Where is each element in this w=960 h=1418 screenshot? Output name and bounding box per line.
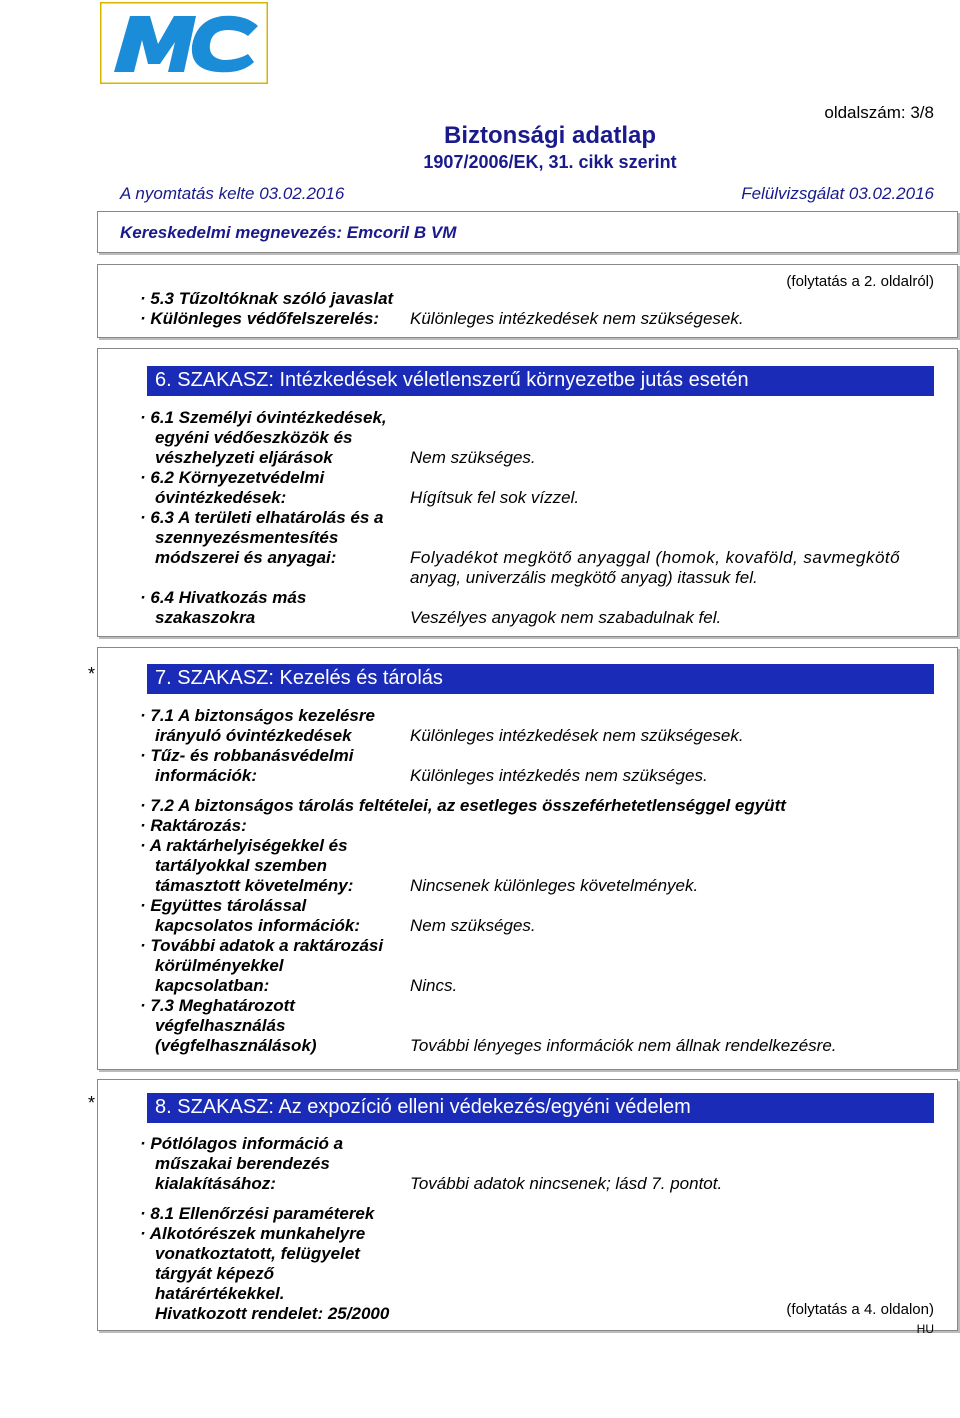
- sec7-h3: (végfelhasználások): [155, 1036, 317, 1055]
- continued-to: (folytatás a 4. oldalon): [786, 1301, 934, 1318]
- sec6-b2: óvintézkedések:: [155, 488, 287, 507]
- sec8-b1: · 8.1 Ellenőrzési paraméterek: [140, 1204, 375, 1223]
- section-7-heading: 7. SZAKASZ: Kezelés és tárolás: [155, 667, 443, 689]
- page-number: oldalszám: 3/8: [824, 103, 934, 122]
- continued-from: (folytatás a 2. oldalról): [786, 273, 934, 290]
- sec6-a-value: Nem szükséges.: [410, 448, 536, 467]
- sec7-change-marker: *: [88, 664, 96, 684]
- sec7-d1: · Raktározás:: [140, 816, 247, 835]
- sec7-f1: · Együttes tárolással: [140, 896, 307, 915]
- sec7-a-value: Különleges intézkedések nem szükségesek.: [410, 726, 744, 745]
- sec7-e1: · A raktárhelyiségekkel és: [140, 836, 348, 855]
- section-6-heading-bar: [147, 366, 934, 396]
- sec8-a1: · Pótlólagos információ a: [140, 1134, 344, 1153]
- sec5-label: · Különleges védőfelszerelés:: [140, 309, 380, 328]
- sec7-f-value: Nem szükséges.: [410, 916, 536, 935]
- sec8-c2: vonatkoztatott, felügyelet: [155, 1244, 360, 1263]
- print-date: A nyomtatás kelte 03.02.2016: [120, 184, 345, 203]
- sec6-a1: · 6.1 Személyi óvintézkedések,: [140, 408, 387, 427]
- sec7-b2: információk:: [155, 766, 258, 785]
- sec6-a3: vészhelyzeti eljárások: [155, 448, 333, 467]
- sec6-d2: szakaszokra: [155, 608, 256, 627]
- sec7-h-value: További lényeges információk nem állnak rendelkezésre.: [410, 1036, 837, 1055]
- sec8-a2: műszakai berendezés: [155, 1154, 330, 1173]
- sec7-a1: · 7.1 A biztonságos kezelésre: [140, 706, 375, 725]
- sec7-h2: végfelhasználás: [155, 1016, 286, 1035]
- sec8-c1: · Alkotórészek munkahelyre: [140, 1224, 366, 1243]
- document-subtitle: 1907/2006/EK, 31. cikk szerint: [423, 152, 677, 172]
- sec6-c-value2: anyag, univerzális megkötő anyag) itassuk fel.: [410, 568, 758, 587]
- sec7-f2: kapcsolatos információk:: [155, 916, 361, 935]
- section-8-heading-bar: [147, 1093, 934, 1123]
- sec7-b-value: Különleges intézkedés nem szükséges.: [410, 766, 708, 785]
- sec6-d-value: Veszélyes anyagok nem szabadulnak fel.: [410, 608, 722, 627]
- sec7-e-value: Nincsenek különleges követelmények.: [410, 876, 699, 895]
- sec7-b1: · Tűz- és robbanásvédelmi: [140, 746, 354, 765]
- sec5-value: Különleges intézkedések nem szükségesek.: [410, 309, 744, 328]
- sec7-a2: irányuló óvintézkedések: [155, 726, 352, 745]
- language-code: HU: [916, 1322, 934, 1336]
- sec6-b1: · 6.2 Környezetvédelmi: [140, 468, 325, 487]
- sec7-c1: · 7.2 A biztonságos tárolás feltételei, az esetleges összeférhetetlenséggel együtt: [140, 796, 786, 815]
- sec8-c3: tárgyát képező: [155, 1264, 275, 1283]
- sec8-c4: határértékekkel.: [155, 1284, 285, 1303]
- sec7-g-value: Nincs.: [410, 976, 458, 995]
- sec8-a-value: További adatok nincsenek; lásd 7. pontot.: [410, 1174, 723, 1193]
- section-7-heading-bar: [147, 664, 934, 694]
- sec6-a2: egyéni védőeszközök és: [155, 428, 353, 447]
- sec7-h1: · 7.3 Meghatározott: [140, 996, 295, 1015]
- mc-logo: [100, 2, 268, 84]
- sec8-a3: kialakításához:: [155, 1174, 276, 1193]
- sec8-c5: Hivatkozott rendelet: 25/2000: [155, 1304, 390, 1323]
- review-date: Felülvizsgálat 03.02.2016: [741, 184, 934, 203]
- sec6-b-value: Hígítsuk fel sok vízzel.: [410, 488, 580, 507]
- sec6-c3: módszerei és anyagai:: [155, 548, 337, 567]
- sec6-d1: · 6.4 Hivatkozás más: [140, 588, 307, 607]
- sec7-e3: támasztott követelmény:: [155, 876, 354, 895]
- trade-name: Kereskedelmi megnevezés: Emcoril B VM: [120, 223, 457, 242]
- sec7-g3: kapcsolatban:: [155, 976, 270, 995]
- sec6-c1: · 6.3 A területi elhatárolás és a: [140, 508, 384, 527]
- sec7-g2: körülményekkel: [155, 956, 284, 975]
- sec5-line1: · 5.3 Tűzoltóknak szóló javaslat: [140, 289, 394, 308]
- sec6-c-value1: Folyadékot megkötő anyaggal (homok, kovaföld, savmegkötő: [410, 548, 901, 567]
- sec8-change-marker: *: [88, 1093, 96, 1113]
- document-title: Biztonsági adatlap: [443, 122, 657, 149]
- sec7-e2: tartályokkal szemben: [155, 856, 327, 875]
- sec6-c2: szennyezésmentesítés: [155, 528, 339, 547]
- section-6-heading: 6. SZAKASZ: Intézkedések véletlenszerű környezetbe jutás esetén: [155, 369, 749, 391]
- sec7-g1: · További adatok a raktározási: [140, 936, 384, 955]
- section-8-heading: 8. SZAKASZ: Az expozíció elleni védekezés/egyéni védelem: [155, 1096, 691, 1118]
